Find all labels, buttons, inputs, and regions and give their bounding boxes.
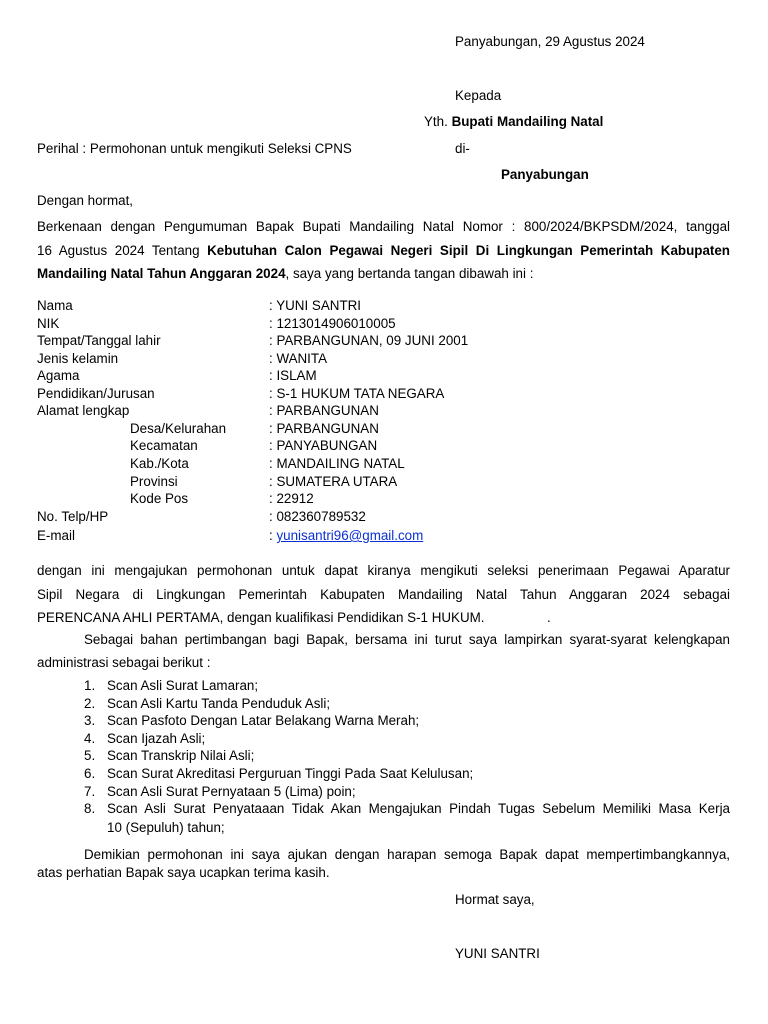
intro-line-2 — [37, 243, 730, 258]
list-item-number: 2. — [84, 696, 96, 711]
recipient-name: Bupati Mandailing Natal — [451, 114, 604, 129]
intro-line-1: Berkenaan dengan Pengumuman Bapak Bupati Mandailing Natal Nomor : 800/2024/BKPSDM/2024, tanggal — [37, 219, 730, 234]
identity-label: Provinsi — [130, 474, 178, 489]
identity-value: : YUNI SANTRI — [269, 298, 362, 313]
identity-value: : PARBANGUNAN, 09 JUNI 2001 — [269, 333, 469, 348]
identity-label: Kecamatan — [130, 438, 198, 453]
identity-label: Alamat lengkap — [37, 403, 130, 418]
list-item-number: 1. — [84, 678, 96, 693]
identity-label: NIK — [37, 316, 60, 331]
list-item: Scan Asli Surat Lamaran; — [107, 678, 259, 693]
intro-line-2-bold: Kebutuhan Calon Pegawai Negeri Sipil Di Lingkungan Pemerintah Kabupaten — [207, 243, 730, 258]
identity-label: Desa/Kelurahan — [130, 421, 227, 436]
recipient-line — [424, 114, 603, 129]
intro-line-3 — [37, 266, 533, 281]
identity-label: Jenis kelamin — [37, 351, 119, 366]
intro-line-3-bold: Mandailing Natal Tahun Anggaran 2024 — [37, 266, 286, 281]
recipient-yth: Yth. — [424, 114, 448, 129]
closing-line-1: Demikian permohonan ini saya ajukan dengan harapan semoga Bapak dapat mempertimbangkannya, — [84, 847, 730, 862]
list-item: Scan Pasfoto Dengan Latar Belakang Warna Merah; — [107, 713, 420, 728]
identity-value: : 1213014906010005 — [269, 316, 396, 331]
identity-value: : SUMATERA UTARA — [269, 474, 398, 489]
list-item: Scan Asli Surat Penyataaan Tidak Akan Mengajukan Pindah Tugas Sebelum Memiliki Masa Kerja — [107, 801, 730, 816]
body1-line-3: PERENCANA AHLI PERTAMA, dengan kualifikasi Pendidikan S-1 HUKUM. — [37, 610, 485, 625]
identity-value: : PARBANGUNAN — [269, 403, 379, 418]
list-item-number: 6. — [84, 766, 96, 781]
identity-value: : MANDAILING NATAL — [269, 456, 405, 471]
body1-line-2: Sipil Negara di Lingkungan Pemerintah Kabupaten Mandailing Natal Tahun Anggaran 2024 sebagai — [37, 587, 730, 602]
list-item: Scan Ijazah Asli; — [107, 731, 206, 746]
intro-line-3-plain: , saya yang bertanda tangan dibawah ini : — [285, 266, 534, 281]
identity-value: : ISLAM — [269, 368, 317, 383]
identity-label: Tempat/Tanggal lahir — [37, 333, 161, 348]
list-item-number: 5. — [84, 748, 96, 763]
list-item-number: 4. — [84, 731, 96, 746]
email-value — [269, 528, 423, 543]
identity-value: : PANYABUNGAN — [269, 438, 378, 453]
body2-line-2: administrasi sebagai berikut : — [37, 655, 211, 670]
body2-line-1: Sebagai bahan pertimbangan bagi Bapak, bersama ini turut saya lampirkan syarat-syarat kelengkapan — [84, 632, 730, 647]
identity-label: Nama — [37, 298, 73, 313]
greeting: Dengan hormat, — [37, 193, 134, 208]
closing-line-2: atas perhatian Bapak saya ucapkan terima kasih. — [37, 865, 330, 880]
identity-label: Kab./Kota — [130, 456, 189, 471]
recipient-kepada: Kepada — [455, 88, 502, 103]
identity-value: : PARBANGUNAN — [269, 421, 379, 436]
attachment-8-continued: 10 (Sepuluh) tahun; — [107, 820, 225, 835]
signature-regards: Hormat saya, — [455, 892, 535, 907]
identity-value: : S-1 HUKUM TATA NEGARA — [269, 386, 445, 401]
email-colon: : — [269, 528, 277, 543]
list-item: Scan Asli Surat Pernyataan 5 (Lima) poin; — [107, 784, 356, 799]
identity-label: No. Telp/HP — [37, 509, 109, 524]
identity-value: : 082360789532 — [269, 509, 366, 524]
identity-label: Agama — [37, 368, 80, 383]
list-item: Scan Asli Kartu Tanda Penduduk Asli; — [107, 696, 331, 711]
email-label: E-mail — [37, 528, 75, 543]
identity-label: Pendidikan/Jurusan — [37, 386, 155, 401]
identity-value: : 22912 — [269, 491, 314, 506]
list-item: Scan Transkrip Nilai Asli; — [107, 748, 255, 763]
recipient-di: di- — [455, 141, 470, 156]
body1-line-3-tail: . — [547, 610, 551, 625]
body1-line-1: dengan ini mengajukan permohonan untuk dapat kiranya mengikuti seleksi penerimaan Pegawai Aparatur — [37, 563, 730, 578]
list-item: Scan Surat Akreditasi Perguruan Tinggi Pada Saat Kelulusan; — [107, 766, 474, 781]
identity-value: : WANITA — [269, 351, 328, 366]
intro-line-2-plain: 16 Agustus 2024 Tentang — [37, 243, 208, 258]
identity-label: Kode Pos — [130, 491, 189, 506]
list-item-number: 8. — [84, 801, 96, 816]
subject-line: Perihal : Permohonan untuk mengikuti Seleksi CPNS — [37, 141, 352, 156]
list-item-number: 3. — [84, 713, 96, 728]
recipient-city: Panyabungan — [501, 167, 589, 182]
email-link[interactable]: yunisantri96@gmail.com — [276, 528, 424, 543]
letter-date: Panyabungan, 29 Agustus 2024 — [455, 34, 645, 49]
signature-name: YUNI SANTRI — [455, 946, 540, 961]
list-item-number: 7. — [84, 784, 96, 799]
